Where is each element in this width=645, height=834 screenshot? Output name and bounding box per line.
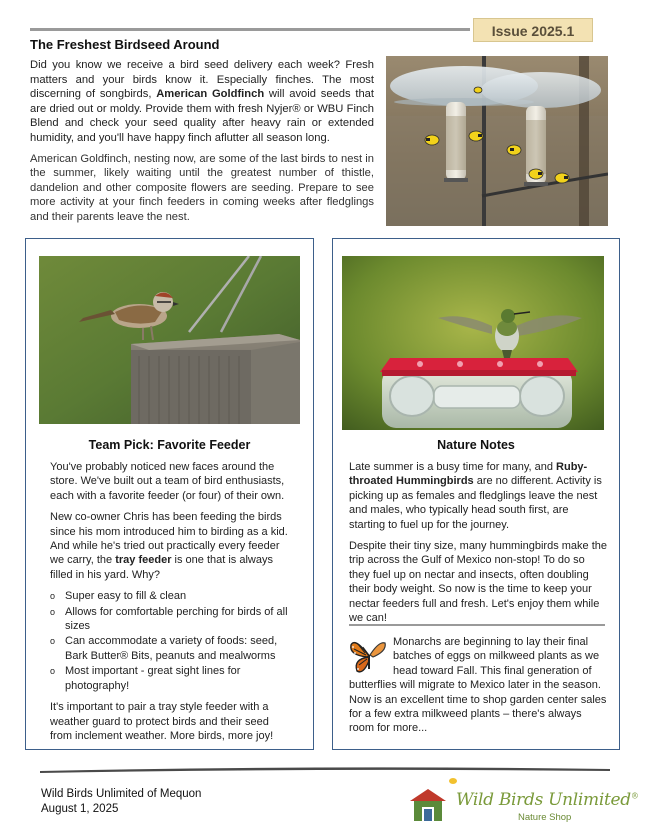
issue-badge: Issue 2025.1 bbox=[473, 18, 593, 42]
list-item: o Super easy to fill & clean bbox=[50, 590, 187, 603]
footer-store-name: Wild Birds Unlimited of Mequon bbox=[41, 788, 202, 800]
team-pick-body bbox=[50, 460, 293, 750]
header-rule bbox=[30, 28, 470, 31]
list-item: o Can accommodate a variety of foods: seed, Bark Butter® Bits, peanuts and mealworms bbox=[50, 635, 278, 662]
nature-notes-body bbox=[349, 460, 607, 632]
bullet-icon: o bbox=[50, 591, 56, 602]
list-item: o Most important - great sight lines for photography! bbox=[50, 665, 241, 692]
logo-wordmark: Wild Birds Unlimited® bbox=[456, 790, 639, 810]
nature-notes-paragraph-1: Late summer is a busy time for many, and Ruby-throated Hummingbirds are no different. Activity is picking up as females and fledglings leave the nest and males, who typically head south first, are starting to fuel up for the journey. bbox=[349, 461, 602, 531]
feeder-benefits-list bbox=[50, 589, 293, 693]
intro-paragraph-1: Did you know we receive a bird seed delivery each week? Fresh matters and your birds know it. Especially finches. The most discerning of songbirds, American Goldfinch will avoid seeds that are dried out or moldy. Provide them with fresh Nyjer® or WBU Finch Blend and check your seed quality after heavy rain or extended humidity, and you'll have happy finch aflutter all season long. bbox=[30, 59, 374, 144]
goldfinch-feeder-photo bbox=[386, 56, 608, 226]
monarch-butterfly-icon bbox=[349, 635, 393, 677]
monarch-note: Monarchs are beginning to lay their final batches of eggs on milkweed plants as we head toward Fall. This final generation of butterflies will migrate to Mexico later in the season. Now is an excellent time to shop garden center sales for a few extra milkweed plants – there's always room for more... bbox=[349, 636, 607, 735]
chipping-sparrow-tray-feeder-photo bbox=[39, 256, 300, 424]
team-pick-panel bbox=[25, 238, 314, 750]
bullet-icon: o bbox=[50, 636, 56, 647]
logo-subtitle: Nature Shop bbox=[518, 812, 572, 823]
bullet-icon: o bbox=[50, 666, 56, 677]
intro-article bbox=[30, 58, 374, 231]
section-divider bbox=[349, 624, 605, 626]
footer-date: August 1, 2025 bbox=[41, 803, 119, 815]
team-pick-paragraph-3: It's important to pair a tray style feeder with a weather guard to protect birds and their seed from inclement weather. More birds, more joy! bbox=[50, 701, 274, 742]
team-pick-paragraph-1: You've probably noticed new faces around the store. We've built out a team of bird enthusiasts, each with a favorite feeder (or four) of their own. bbox=[50, 461, 285, 502]
nature-notes-panel bbox=[332, 238, 620, 750]
team-pick-title: Team Pick: Favorite Feeder bbox=[88, 438, 251, 452]
nature-notes-paragraph-2: Despite their tiny size, many hummingbirds make the trip across the Gulf of Mexico non-stop! To do so they fuel up on nectar and insects, often doubling their body weight. So now is the time to keep your nectar feeders full and fresh. Let's enjoy them while we can! bbox=[349, 540, 607, 625]
bullet-icon: o bbox=[50, 606, 56, 617]
page-title: The Freshest Birdseed Around bbox=[30, 37, 220, 52]
team-pick-paragraph-2: New co-owner Chris has been feeding the birds since his mom introduced him to birding as a kid. And while he's tried out practically every feeder we carry, the tray feeder is one that is always filled in his yard. Why? bbox=[50, 511, 288, 581]
nature-notes-title: Nature Notes bbox=[437, 438, 515, 452]
footer-rule bbox=[0, 762, 645, 776]
hummingbird-feeder-photo bbox=[342, 256, 604, 430]
list-item: o Allows for comfortable perching for birds of all sizes bbox=[50, 605, 288, 633]
intro-paragraph-2: American Goldfinch, nesting now, are some of the last birds to nest in the summer, likely waiting until the greatest number of thistle, dandelion and other composite flowers are seeding. Prepare to see more activity at your finch feeders in coming weeks after fledglings and their parents leave the nest. bbox=[30, 152, 374, 223]
